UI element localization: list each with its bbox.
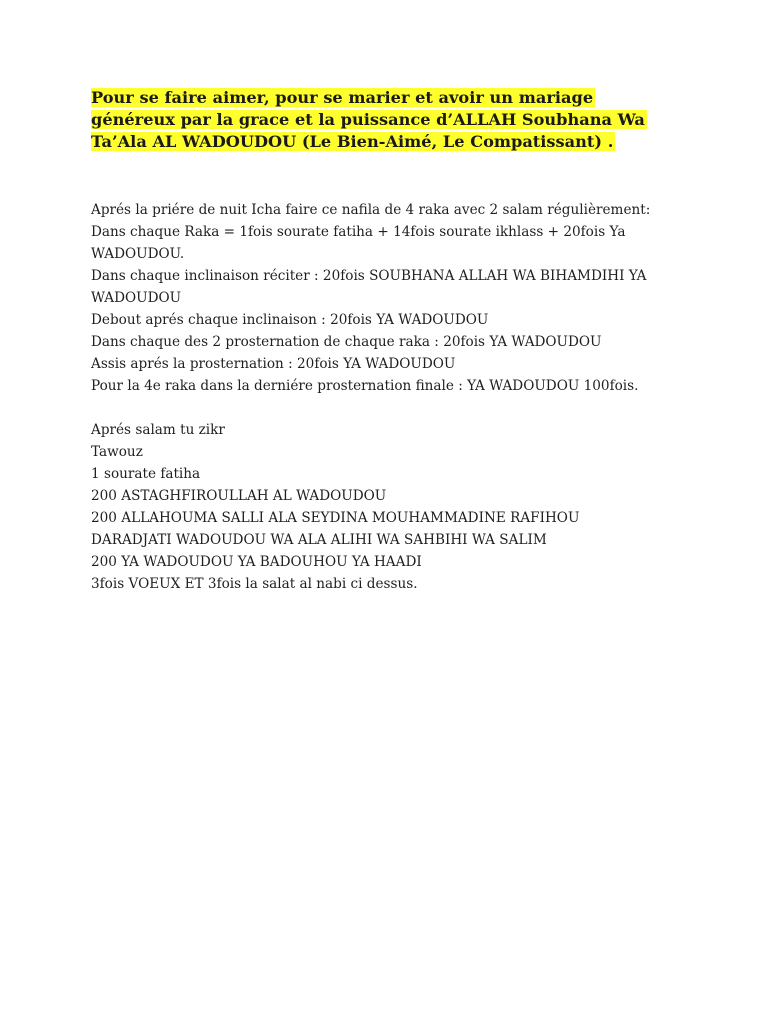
text-line: DARADJATI WADOUDOU WA ALA ALIHI WA SAHBIHI WA SALIM — [91, 532, 547, 548]
paragraph-spacer — [91, 397, 691, 419]
text-line: Aprés la priére de nuit Icha faire ce nafila de 4 raka avec 2 salam régulièrement: — [91, 202, 651, 218]
text-line: Debout aprés chaque inclinaison : 20fois YA WADOUDOU — [91, 312, 489, 328]
document-heading — [91, 87, 691, 153]
text-line: Dans chaque des 2 prosternation de chaque raka : 20fois YA WADOUDOU — [91, 334, 602, 350]
text-line: Aprés salam tu zikr — [91, 422, 225, 438]
instructions-paragraph — [91, 199, 691, 397]
text-line: Tawouz — [91, 444, 143, 460]
heading-line — [91, 87, 691, 109]
text-line: Dans chaque Raka = 1fois sourate fatiha + 14fois sourate ikhlass + 20fois Ya — [91, 224, 626, 240]
text-line: Pour la 4e raka dans la derniére prosternation finale : YA WADOUDOU 100fois. — [91, 378, 639, 394]
text-line: 200 ASTAGHFIROULLAH AL WADOUDOU — [91, 488, 387, 504]
text-line: Dans chaque inclinaison réciter : 20fois SOUBHANA ALLAH WA BIHAMDIHI YA — [91, 268, 647, 284]
highlighted-text: Pour se faire aimer, pour se marier et avoir un mariage — [91, 88, 594, 107]
text-line: 3fois VOEUX ET 3fois la salat al nabi ci dessus. — [91, 576, 418, 592]
heading-line — [91, 131, 691, 153]
text-line: 1 sourate fatiha — [91, 466, 201, 482]
text-line: 200 YA WADOUDOU YA BADOUHOU YA HAADI — [91, 554, 422, 570]
document-body — [91, 199, 691, 595]
text-line: WADOUDOU — [91, 290, 182, 306]
text-line: 200 ALLAHOUMA SALLI ALA SEYDINA MOUHAMMADINE RAFIHOU — [91, 510, 580, 526]
highlighted-text: généreux par la grace et la puissance d’ALLAH Soubhana Wa — [91, 110, 645, 129]
heading-line — [91, 109, 691, 131]
text-line: WADOUDOU. — [91, 246, 185, 262]
highlighted-text: Ta’Ala AL WADOUDOU (Le Bien-Aimé, Le Compatissant) . — [91, 132, 614, 151]
text-line: Assis aprés la prosternation : 20fois YA WADOUDOU — [91, 356, 456, 372]
zikr-paragraph — [91, 419, 691, 595]
